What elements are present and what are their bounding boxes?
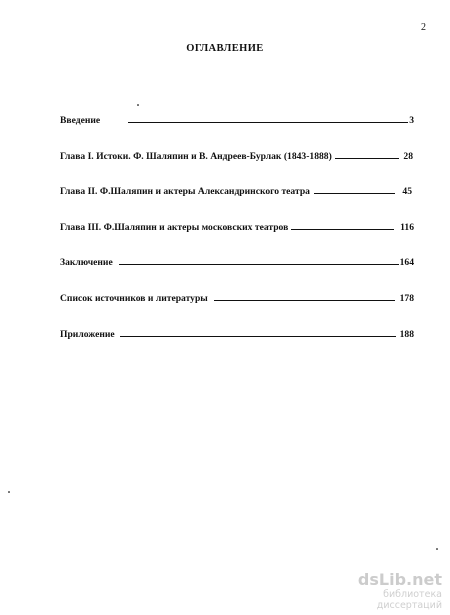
scan-speck	[8, 491, 10, 493]
toc-entry-leader	[128, 122, 408, 123]
toc-entry-chapter-3	[60, 219, 414, 233]
toc-entry-appendix	[60, 326, 414, 340]
toc-entry-label: Приложение	[60, 329, 115, 340]
toc-entry-label: Глава III. Ф.Шаляпин и актеры московских театров	[60, 222, 289, 233]
toc-entry-label: Введение	[60, 115, 101, 126]
scan-speck	[436, 548, 438, 550]
toc-entry-leader	[120, 336, 396, 337]
toc-title: ОГЛАВЛЕНИЕ	[186, 43, 264, 54]
toc-entry-page: 3	[409, 115, 414, 126]
toc-entry-label: Глава II. Ф.Шаляпин и актеры Александринского театра	[60, 186, 310, 197]
toc-entry-page: 188	[399, 329, 414, 340]
toc-entry-leader	[335, 158, 400, 159]
toc-entry-leader	[119, 264, 399, 265]
watermark-tagline: библиотека диссертаций	[376, 589, 442, 611]
toc-entry-leader	[214, 300, 395, 301]
watermark	[322, 571, 442, 611]
toc-entry-page: 178	[399, 293, 414, 304]
toc-entry-page: 45	[402, 186, 412, 197]
toc-entry-leader	[314, 193, 395, 194]
toc-entry-conclusion	[60, 254, 414, 268]
toc-entry-sources	[60, 290, 414, 304]
toc-entry-page: 28	[403, 151, 413, 162]
page-number: 2	[421, 22, 426, 33]
scan-speck	[137, 104, 139, 106]
toc-entry-page: 164	[399, 257, 414, 268]
toc-entry-chapter-1	[60, 148, 413, 162]
toc-entry-introduction	[60, 112, 414, 126]
toc-entry-label: Список источников и литературы	[60, 293, 208, 304]
toc-entry-label: Глава I. Истоки. Ф. Шаляпин и В. Андреев-Бурлак (1843-1888)	[60, 151, 332, 162]
toc-entry-chapter-2	[60, 183, 412, 197]
toc-entry-label: Заключение	[60, 257, 113, 268]
watermark-logo: dsLib.net	[357, 570, 442, 589]
toc-entry-leader	[291, 229, 394, 230]
toc-entry-page: 116	[400, 222, 414, 233]
